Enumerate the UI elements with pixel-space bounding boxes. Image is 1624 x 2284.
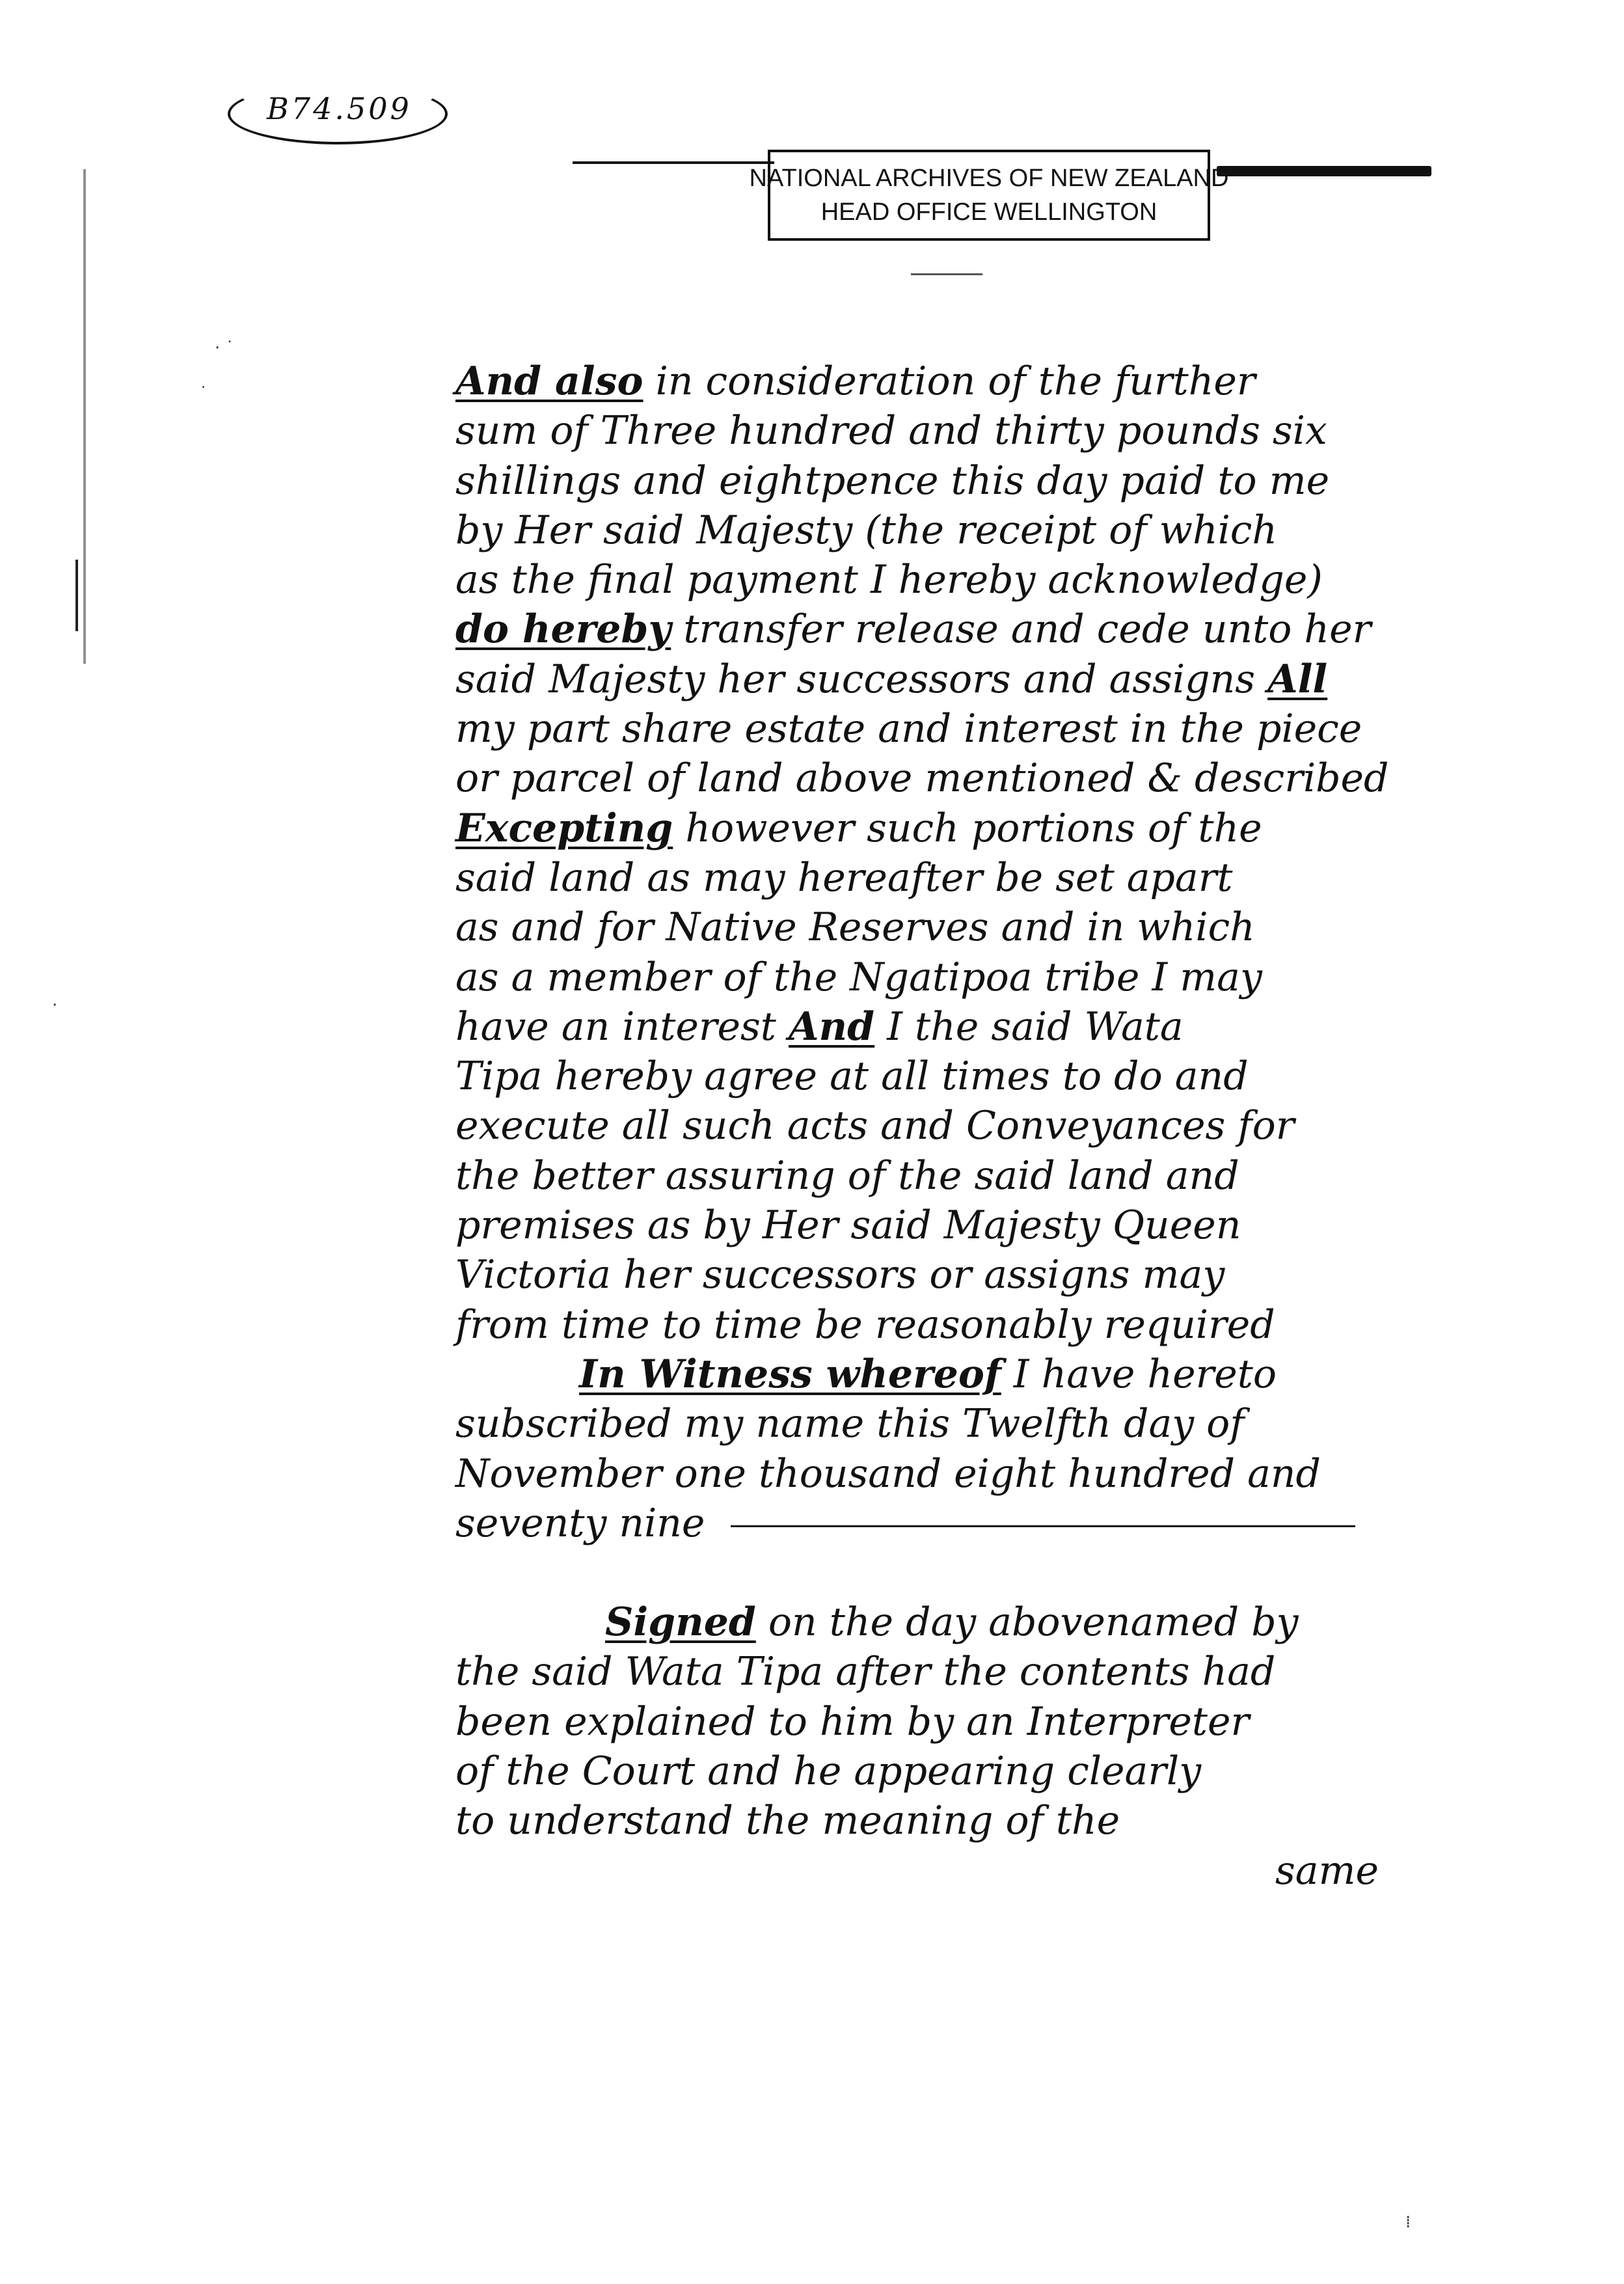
underlined-phrase: And [789,1003,875,1050]
stamp-rule-left [573,161,774,164]
text-line: of the Court and he appearing clearly [455,1748,1202,1795]
line-text: have an interest [455,1003,789,1050]
text-line: subscribed my name this Twelfth day of [455,1401,1245,1447]
line-text: however such portions of the [673,805,1262,851]
line-text: on the day abovenamed by [755,1599,1299,1646]
text-line: as and for Native Reserves and in which [455,904,1255,951]
text-line: my part share estate and interest in the piece [455,706,1362,752]
text-line: premises as by Her said Majesty Queen [455,1203,1241,1249]
speck-marks: ⁞ [1405,2212,1411,2232]
text-line: the better assuring of the said land and [455,1152,1239,1199]
text-line [455,605,1470,654]
text-line: by Her said Majesty (the receipt of which [455,507,1278,553]
stamp-dash [911,273,982,275]
text-line [455,1002,1470,1052]
text-line: the said Wata Tipa after the contents had [455,1649,1276,1695]
text-line: said land as may hereafter be set apart [455,854,1233,901]
line-text: in consideration of the further [643,359,1256,404]
underlined-phrase: All [1267,656,1328,702]
text-line: Tipa hereby agree at all times to do and [455,1054,1249,1100]
line-text: I have hereto [1001,1351,1277,1397]
underlined-phrase: do hereby [455,606,671,653]
text-line [455,1499,1470,1548]
text-line [455,357,1470,406]
archive-stamp [749,150,1229,241]
text-line: sum of Three hundred and thirty pounds six [455,408,1327,454]
stamp-line-1: NATIONAL ARCHIVES OF NEW ZEALAND [749,165,1229,192]
underlined-phrase: Excepting [455,805,673,851]
speck-marks: ˙ [199,384,208,403]
text-line [455,655,1470,704]
text-line: shillings and eightpence this day paid to me [455,457,1330,504]
signature-rule [731,1525,1355,1527]
speck-marks: · ˙ [215,338,234,358]
underlined-phrase: Signed [605,1599,756,1646]
text-line: or parcel of land above mentioned & described [455,755,1389,802]
margin-mark-short [75,560,78,631]
stamp-rule-right [1217,166,1431,176]
text-line: November one thousand eight hundred and [455,1450,1321,1497]
line-text: seventy nine [455,1500,705,1546]
text-line: execute all such acts and Conveyances for [455,1103,1295,1149]
text-line [455,1597,1470,1647]
catchword: same [1275,1847,1379,1894]
paragraph-gap [455,1548,1470,1597]
text-line: been explained to him by an Interpreter [455,1698,1250,1745]
underlined-phrase: In Witness whereof [579,1351,1001,1397]
stamp-line-2: HEAD OFFICE WELLINGTON [820,198,1157,226]
text-line: from time to time be reasonably required [455,1301,1275,1348]
text-line [455,804,1470,853]
text-line: as a member of the Ngatipoa tribe I may [455,954,1262,1000]
text-line: as the final payment I hereby acknowledge) [455,557,1323,603]
handwritten-text [455,357,1470,1896]
line-text: transfer release and cede unto her [671,606,1372,653]
text-line: Victoria her successors or assigns may [455,1252,1225,1298]
text-line: to understand the meaning of the [455,1798,1120,1844]
margin-mark [83,169,86,664]
line-text: I the said Wata [874,1003,1184,1050]
line-text: said Majesty her successors and assigns [455,656,1268,702]
underlined-phrase: And also [455,359,643,404]
reference-number: B74.509 [267,91,412,126]
speck-marks: · [52,996,58,1015]
text-line [455,1350,1470,1399]
